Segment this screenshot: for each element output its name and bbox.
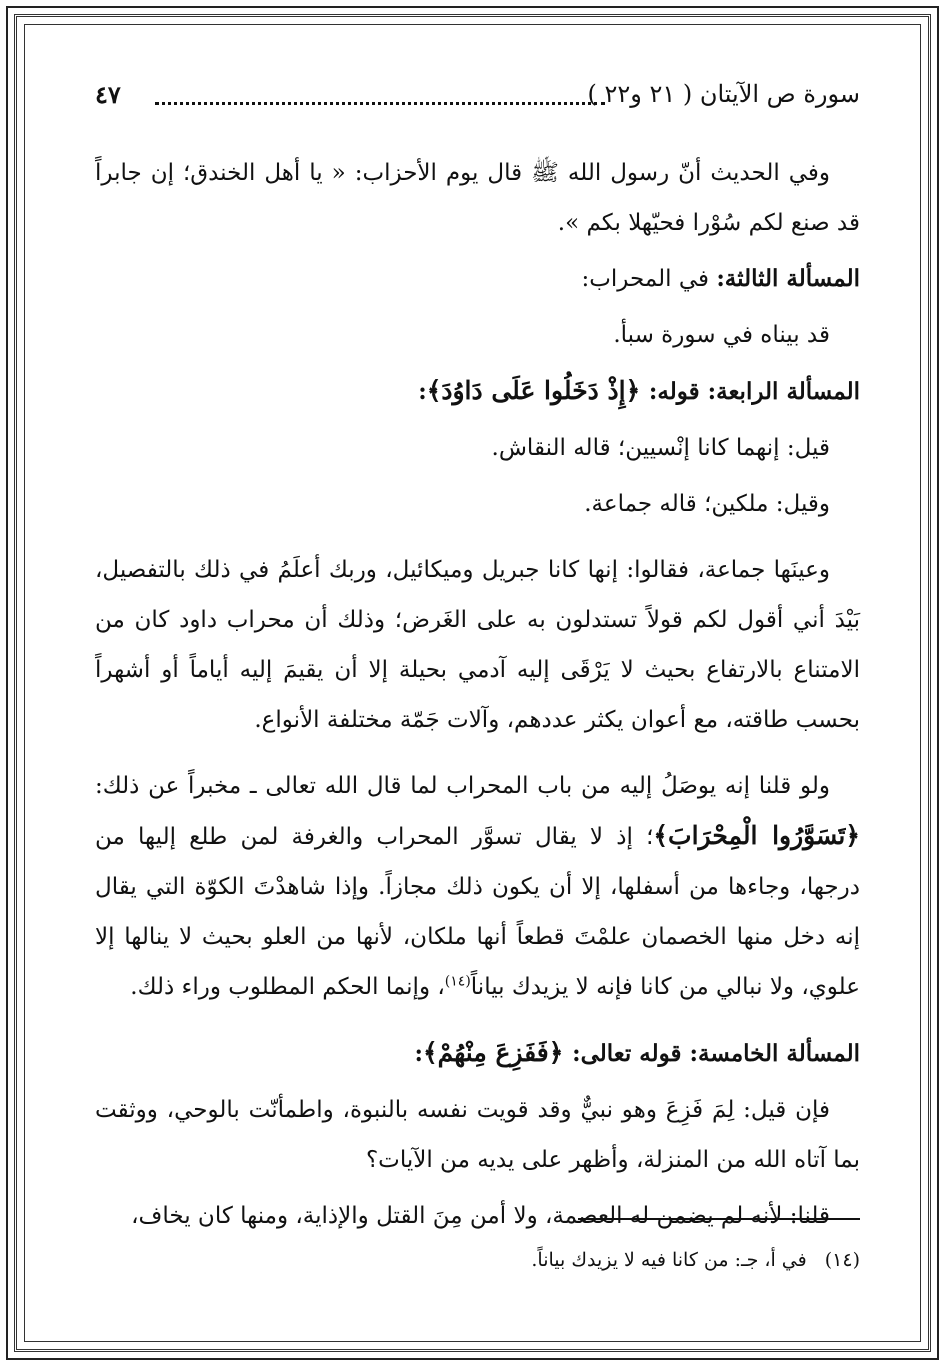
paragraph-opinion-1: قيل: إنهما كانا إنْسيين؛ قاله النقاش. [491,435,830,461]
quran-verse-4: ﴿إِذْ دَخَلُوا عَلَى دَاوُدَ﴾ [426,376,649,405]
footnote-number: (١٤) [824,1249,860,1271]
p6-start: ولو قلنا إنه يوصَلُ إليه من باب المحراب لما قال الله تعالى ـ مخبراً عن ذلك: [95,773,830,799]
section-heading-4 [95,366,860,417]
footnote [95,1245,860,1275]
paragraph-tasawwur [95,761,860,1012]
running-header [95,80,860,116]
heading-text-3: في المحراب: [581,266,717,292]
page-content [95,70,860,1330]
heading-label-5: المسألة الخامسة: قوله تعالى: [572,1040,860,1067]
heading-label-4: المسألة الرابعة: قوله: [648,378,860,405]
footnote-ref-14: (١٤) [444,973,471,990]
quran-verse-tasawwur: ﴿تَسَوَّرُوا الْمِحْرَابَ﴾ [653,821,860,850]
paragraph-hadith: وفي الحديث أنّ رسول الله ﷺ قال يوم الأحزاب: « يا أهل الخندق؛ إن جابراً قد صنع لكم سُوْرا فحيّهلا بكم ». [95,160,860,236]
body-text [95,148,860,1241]
header-leader-dots [155,102,605,105]
quran-verse-5: ﴿فَفَزِعَ مِنْهُمْ﴾ [423,1038,573,1067]
heading-end-4: : [418,378,427,405]
footnote-divider [578,1218,860,1220]
p6-mid: ؛ إذ لا يقال تسوَّر المحراب والغرفة لمن طلع إليها من درجها، وجاءها من أسفلها، إلا أن يكون ذلك مجازاً. وإذا شاهدْتَ الكوّة التي يقال إنه دخل منها الخصمان علمْتَ قطعاً أنها ملكان، لأنها من العلو بحيث لا ينالها إلا علوي، ولا نبالي من كانا فإنه لا يزيدك بياناً [95,824,860,1000]
section-heading-5 [95,1028,860,1079]
paragraph-answer: قلنا: لأنه لم يضمن له العصمة، ولا أمن مِنَ القتل والإذاية، ومنها كان يخاف، [131,1203,830,1229]
footnote-text: في أ، جـ: من كانا فيه لا يزيدك بياناً. [531,1249,807,1271]
p6-end: ، وإنما الحكم المطلوب وراء ذلك. [130,974,445,1000]
paragraph-opinion-2: وقيل: ملكين؛ قاله جماعة. [584,491,830,517]
paragraph-mihrab: وعينَها جماعة، فقالوا: إنها كانا جبريل وميكائيل، وربك أعلَمُ في ذلك بالتفصيل، بَيْدَ أني أقول لكم قولاً تستدلون به على الغَرض؛ وذلك أن محراب داود كان من الامتناع بالارتفاع بحيث لا يَرْقَى إليه آدمي بحيلة إلا أن يقيمَ إليه أياماً أو أشهراً بحسب طاقته، مع أعوان يكثر عددهم، وآلات جَمّة مختلفة الأنواع. [95,557,860,733]
heading-end-5: : [414,1040,423,1067]
header-title: سورة ص الآيتان ( ٢١ و٢٢ ) [587,80,860,108]
section-heading-3 [95,254,860,304]
paragraph-saba-ref: قد بيناه في سورة سبأ. [613,322,830,348]
paragraph-question: فإن قيل: لِمَ فَزِعَ وهو نبيٌّ وقد قويت نفسه بالنبوة، واطمأنّت بالوحي، ووثقت بما آتاه الله من المنزلة، وأظهر على يديه من الآيات؟ [95,1097,860,1173]
heading-label-3: المسألة الثالثة: [716,265,860,292]
page-number: ٤٧ [95,80,121,109]
